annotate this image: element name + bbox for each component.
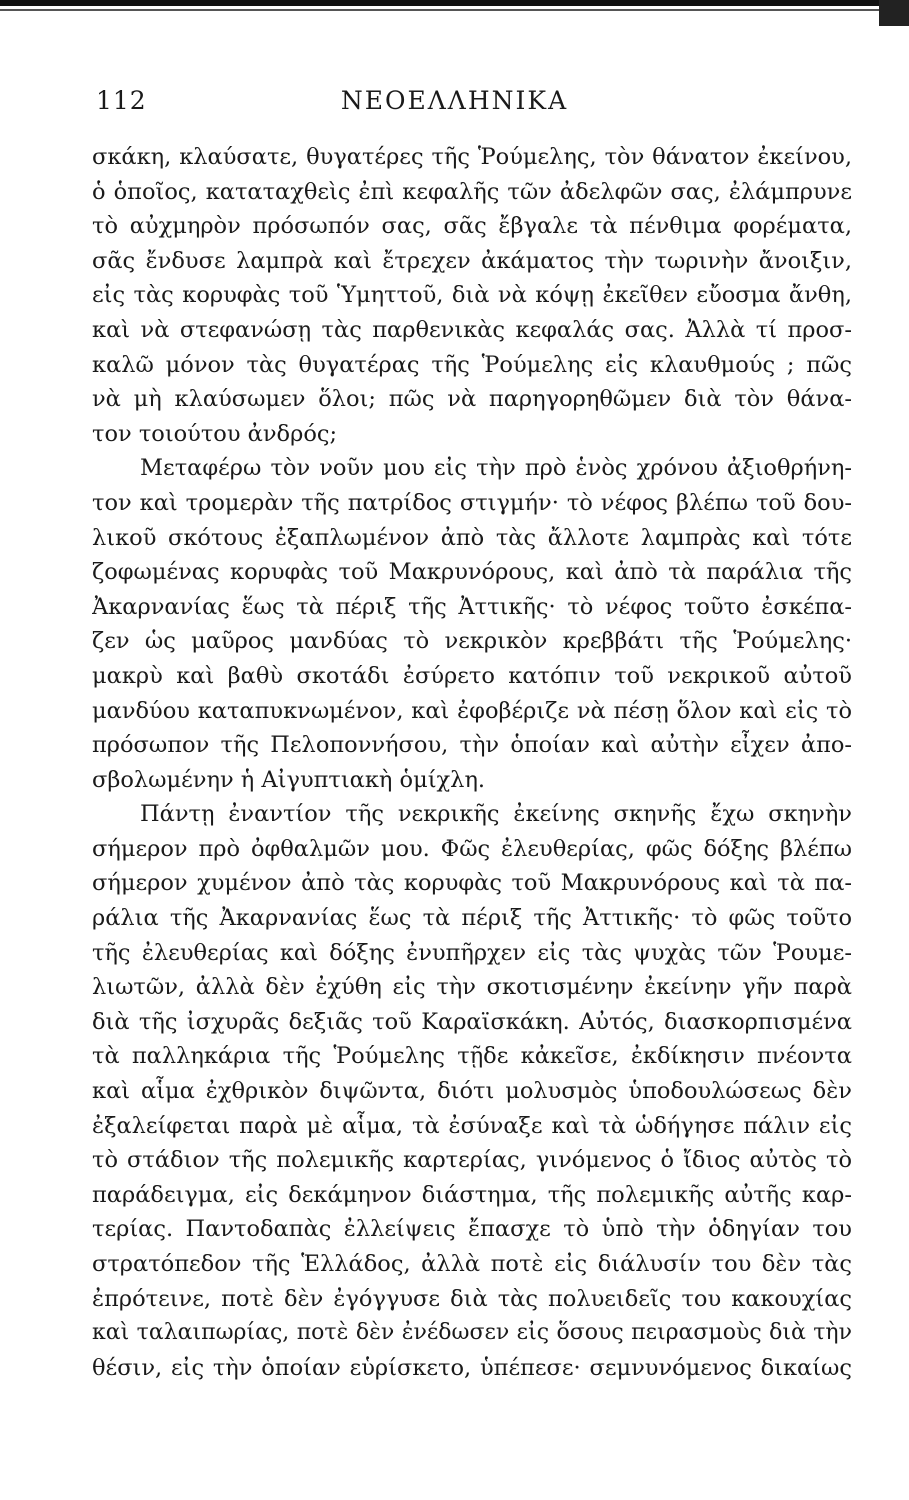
text-line: σβολωμένην ἡ Αἰγυπτιακὴ ὁμίχλη. bbox=[92, 766, 486, 793]
text-line: σκάκη, κλαύσατε, θυγατέρες τῆς Ῥούμελης, τὸν θάνατον ἐκείνου, bbox=[92, 144, 852, 170]
text-line: Μεταφέρω τὸν νοῦν μου εἰς τὴν πρὸ ἑνὸς χρόνου ἀξιοθρήνη- bbox=[140, 455, 852, 482]
text-line: διὰ τῆς ἰσχυρᾶς δεξιᾶς τοῦ Καραϊσκάκη. Αὐτός, διασκορπισμένα bbox=[92, 1008, 852, 1035]
page-top-rule bbox=[0, 9, 909, 11]
text-line: καὶ ταλαιπωρίας, ποτὲ δὲν ἐνέδωσεν εἰς ὅσους πειρασμοὺς διὰ τὴν bbox=[92, 1320, 852, 1346]
text-line: ἐπρότεινε, ποτὲ δὲν ἐγόγγυσε διὰ τὰς πολυειδεῖς του κακουχίας bbox=[92, 1285, 852, 1312]
text-line: τὸ αὐχμηρὸν πρόσωπόν σας, σᾶς ἔβγαλε τὰ πένθιμα φορέματα, bbox=[92, 213, 852, 240]
text-line: τερίας. Παντοδαπὰς ἐλλείψεις ἔπασχε τὸ ὑπὸ τὴν ὁδηγίαν του bbox=[92, 1216, 852, 1243]
text-line: παράδειγμα, εἰς δεκάμηνον διάστημα, τῆς πολεμικῆς αὐτῆς καρ- bbox=[92, 1181, 852, 1208]
page-number: 112 bbox=[96, 86, 147, 115]
page-top-edge bbox=[0, 0, 909, 6]
text-line: ράλια τῆς Ἀκαρνανίας ἕως τὰ πέριξ τῆς Ἀττικῆς· τὸ φῶς τοῦτο bbox=[92, 905, 852, 932]
text-line: πρόσωπον τῆς Πελοποννήσου, τὴν ὁποίαν καὶ αὐτὴν εἶχεν ἀπο- bbox=[92, 732, 852, 759]
text-line: ὁ ὁποῖος, καταταχθεὶς ἐπὶ κεφαλῆς τῶν ἀδελφῶν σας, ἐλάμπρυνε bbox=[92, 178, 852, 205]
text-line: εἰς τὰς κορυφὰς τοῦ Ὑμηττοῦ, διὰ νὰ κόψῃ ἐκεῖθεν εὔοσμα ἄνθη, bbox=[92, 282, 852, 309]
text-line: τῆς ἐλευθερίας καὶ δόξης ἐνυπῆρχεν εἰς τὰς ψυχὰς τῶν Ῥουμε- bbox=[92, 939, 852, 966]
text-line: Πάντῃ ἐναντίον τῆς νεκρικῆς ἐκείνης σκηνῆς ἔχω σκηνὴν bbox=[140, 801, 852, 828]
page-header bbox=[0, 80, 909, 120]
text-line: μακρὺ καὶ βαθὺ σκοτάδι ἐσύρετο κατόπιν τοῦ νεκρικοῦ αὐτοῦ bbox=[92, 662, 852, 689]
page-corner-shadow bbox=[879, 0, 909, 26]
text-line: λικοῦ σκότους ἐξαπλωμένον ἀπὸ τὰς ἄλλοτε λαμπρὰς καὶ τότε bbox=[92, 524, 852, 551]
text-line: ζεν ὡς μαῦρος μανδύας τὸ νεκρικὸν κρεββάτι τῆς Ῥούμελης· bbox=[92, 628, 852, 655]
text-line: καὶ αἷμα ἐχθρικὸν διψῶντα, διότι μολυσμὸς ὑποδουλώσεως δὲν bbox=[92, 1078, 852, 1105]
text-line: νὰ μὴ κλαύσωμεν ὅλοι; πῶς νὰ παρηγορηθῶμεν διὰ τὸν θάνα- bbox=[92, 386, 852, 413]
body-text bbox=[92, 140, 852, 1385]
text-line: στρατόπεδον τῆς Ἑλλάδος, ἀλλὰ ποτὲ εἰς διάλυσίν του δὲν τὰς bbox=[92, 1251, 852, 1277]
text-line: τὸ στάδιον τῆς πολεμικῆς καρτερίας, γινόμενος ὁ ἴδιος αὐτὸς τὸ bbox=[92, 1147, 852, 1174]
text-line: σήμερον χυμένον ἀπὸ τὰς κορυφὰς τοῦ Μακρυνόρους καὶ τὰ πα- bbox=[92, 870, 852, 897]
text-line: ζοφωμένας κορυφὰς τοῦ Μακρυνόρους, καὶ ἀπὸ τὰ παράλια τῆς bbox=[92, 559, 852, 586]
text-line: μανδύου καταπυκνωμένον, καὶ ἐφοβέριζε νὰ πέσῃ ὅλον καὶ εἰς τὸ bbox=[92, 697, 852, 724]
text-line: σᾶς ἔνδυσε λαμπρὰ καὶ ἔτρεχεν ἀκάματος τὴν τωρινὴν ἄνοιξιν, bbox=[92, 247, 852, 274]
text-line: καὶ νὰ στεφανώσῃ τὰς παρθενικὰς κεφαλάς σας. Ἀλλὰ τί προσ- bbox=[92, 316, 852, 343]
text-line: Ἀκαρνανίας ἕως τὰ πέριξ τῆς Ἀττικῆς· τὸ νέφος τοῦτο ἐσκέπα- bbox=[92, 593, 852, 620]
text-line: τον τοιούτου ἀνδρός; bbox=[92, 420, 338, 447]
text-line: τον καὶ τρομερὰν τῆς πατρίδος στιγμήν· τὸ νέφος βλέπω τοῦ δου- bbox=[92, 489, 852, 516]
text-line: λιωτῶν, ἀλλὰ δὲν ἐχύθη εἰς τὴν σκοτισμένην ἐκείνην γῆν παρὰ bbox=[92, 974, 852, 1001]
text-line: καλῶ μόνον τὰς θυγατέρας τῆς Ῥούμελης εἰς κλαυθμούς ; πῶς bbox=[92, 351, 852, 378]
text-line: ἐξαλείφεται παρὰ μὲ αἷμα, τὰ ἐσύναξε καὶ τὰ ὡδήγησε πάλιν εἰς bbox=[92, 1112, 852, 1139]
text-line: τὰ παλληκάρια τῆς Ῥούμελης τῇδε κἀκεῖσε, ἐκδίκησιν πνέοντα bbox=[92, 1043, 852, 1070]
text-line: θέσιν, εἰς τὴν ὁποίαν εὑρίσκετο, ὑπέπεσε· σεμνυνόμενος δικαίως bbox=[92, 1354, 852, 1381]
running-title: ΝΕΟΕΛΛΗΝΙΚΑ bbox=[340, 86, 569, 115]
text-line: σήμερον πρὸ ὀφθαλμῶν μου. Φῶς ἐλευθερίας, φῶς δόξης βλέπω bbox=[92, 835, 852, 862]
